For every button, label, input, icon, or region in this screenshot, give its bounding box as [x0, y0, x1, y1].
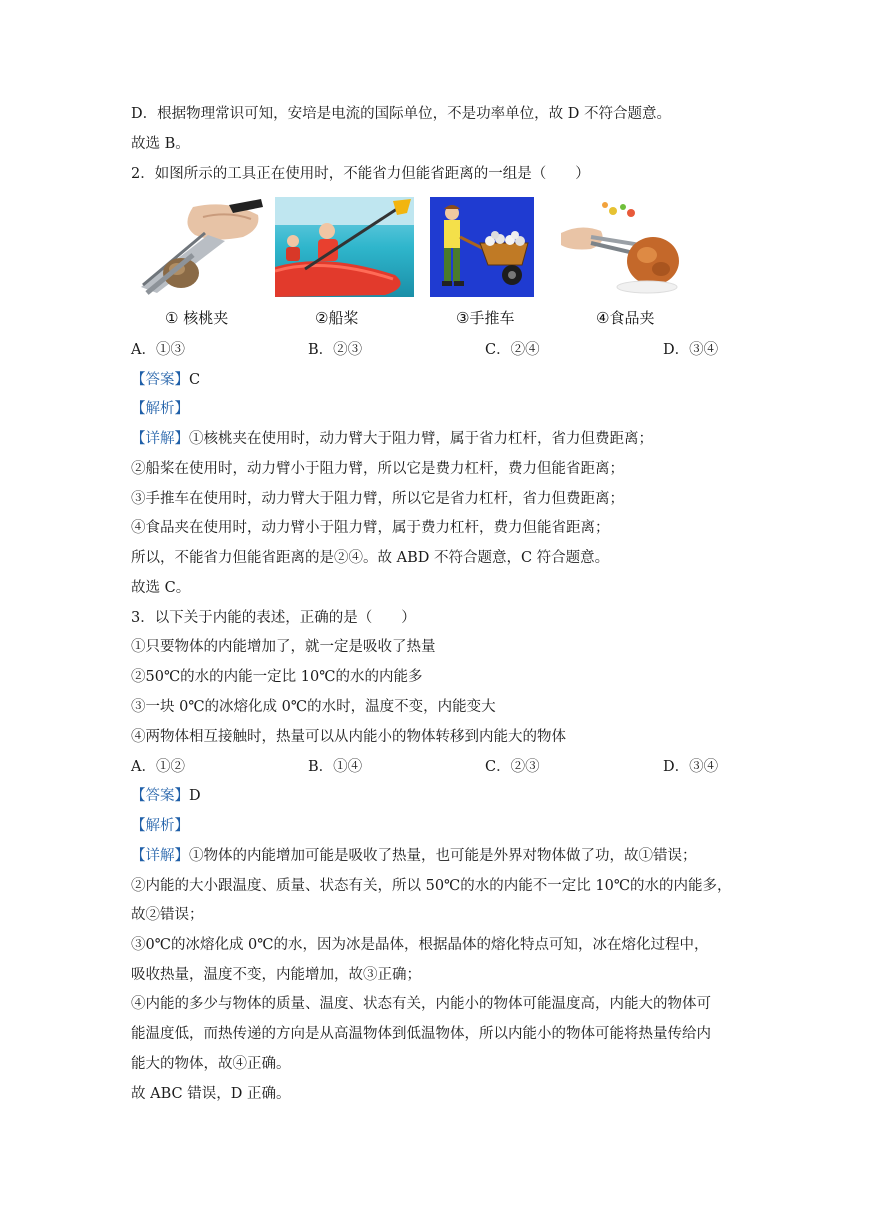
- caption-wheelbarrow: ③手推车: [456, 309, 515, 327]
- food-tongs-image: [561, 197, 683, 297]
- q3-option-c: C．②③: [485, 759, 540, 775]
- q3-option-b: B．①④: [308, 759, 363, 775]
- q2-analysis-label: 【解析】: [131, 401, 189, 417]
- q3-stem: 3．以下关于内能的表述，正确的是（ ）: [131, 610, 416, 626]
- q2-detail-line: ③手推车在使用时，动力臂大于阻力臂，所以它是省力杠杆，省力但费距离；: [131, 491, 624, 507]
- q2-options: [131, 340, 731, 360]
- q3-conclusion: 故 ABC 错误，D 正确。: [131, 1086, 291, 1102]
- q2-stem: 2．如图所示的工具正在使用时，不能省力但能省距离的一组是（ ）: [131, 166, 590, 182]
- caption-food-tongs: ④食品夹: [596, 309, 655, 327]
- q3-detail-line: 能温度低，而热传递的方向是从高温物体到低温物体，所以内能小的物体可能将热量传给内: [131, 1026, 711, 1042]
- q2-detail-label: 【详解】: [131, 431, 189, 447]
- kayak-paddle-image: [275, 197, 414, 297]
- q3-detail-line: ④内能的多少与物体的质量、温度、状态有关，内能小的物体可能温度高，内能大的物体可: [131, 996, 711, 1012]
- q3-statement: ①只要物体的内能增加了，就一定是吸收了热量: [131, 639, 436, 655]
- q3-detail-line: ③0℃的冰熔化成 0℃的水，因为冰是晶体，根据晶体的熔化特点可知，冰在熔化过程中，: [131, 937, 709, 953]
- q3-detail-line: 吸收热量，温度不变，内能增加，故③正确；: [131, 967, 421, 983]
- caption-nutcracker: ① 核桃夹: [165, 309, 229, 327]
- q2-option-b: B．②③: [308, 342, 363, 358]
- nutcracker-image: [133, 197, 265, 297]
- q2-tools-figure: [131, 197, 691, 337]
- q3-option-a: A．①②: [131, 759, 185, 775]
- q3-detail-label: 【详解】: [131, 848, 189, 864]
- q2-detail-line: 所以，不能省力但能省距离的是②④。故 ABD 不符合题意，C 符合题意。: [131, 550, 610, 566]
- wheelbarrow-image: [430, 197, 534, 297]
- q2-detail-line: 【详解】①核桃夹在使用时，动力臂大于阻力臂，属于省力杠杆，省力但费距离；: [131, 431, 653, 447]
- q2-option-a: A．①③: [131, 342, 185, 358]
- q3-answer-label: 【答案】: [131, 788, 189, 804]
- q2-conclusion: 故选 C。: [131, 580, 191, 596]
- q3-detail-line: 故②错误；: [131, 907, 204, 923]
- caption-paddle: ②船桨: [315, 309, 359, 327]
- q2-option-c: C．②④: [485, 342, 540, 358]
- q2-answer: [131, 370, 200, 390]
- q2-detail-line: ②船桨在使用时，动力臂小于阻力臂，所以它是费力杠杆，费力但能省距离；: [131, 461, 624, 477]
- q2-detail-line: ④食品夹在使用时，动力臂小于阻力臂，属于费力杠杆，费力但能省距离；: [131, 520, 610, 536]
- q3-answer: [131, 786, 201, 806]
- q3-statement: ④两物体相互接触时，热量可以从内能小的物体转移到内能大的物体: [131, 729, 566, 745]
- q2-option-d: D．③④: [663, 342, 719, 358]
- q3-detail-line: 【详解】①物体的内能增加可能是吸收了热量，也可能是外界对物体做了功，故①错误；: [131, 848, 697, 864]
- q3-analysis-label: 【解析】: [131, 818, 189, 834]
- q1-conclusion: 故选 B。: [131, 136, 190, 152]
- q2-answer-value: C: [189, 372, 201, 388]
- q3-statement: ②50℃的水的内能一定比 10℃的水的内能多: [131, 669, 423, 685]
- q3-answer-value: D: [189, 788, 201, 804]
- q3-options: [131, 757, 731, 777]
- q3-statement: ③一块 0℃的冰熔化成 0℃的水时，温度不变，内能变大: [131, 699, 496, 715]
- q3-option-d: D．③④: [663, 759, 719, 775]
- q3-detail-line: 能大的物体，故④正确。: [131, 1056, 291, 1072]
- q1-option-d-explanation: D．根据物理常识可知，安培是电流的国际单位，不是功率单位，故 D 不符合题意。: [131, 106, 671, 122]
- q3-detail-line: ②内能的大小跟温度、质量、状态有关，所以 50℃的水的内能不一定比 10℃的水的内能多，: [131, 878, 732, 894]
- q2-answer-label: 【答案】: [131, 372, 189, 388]
